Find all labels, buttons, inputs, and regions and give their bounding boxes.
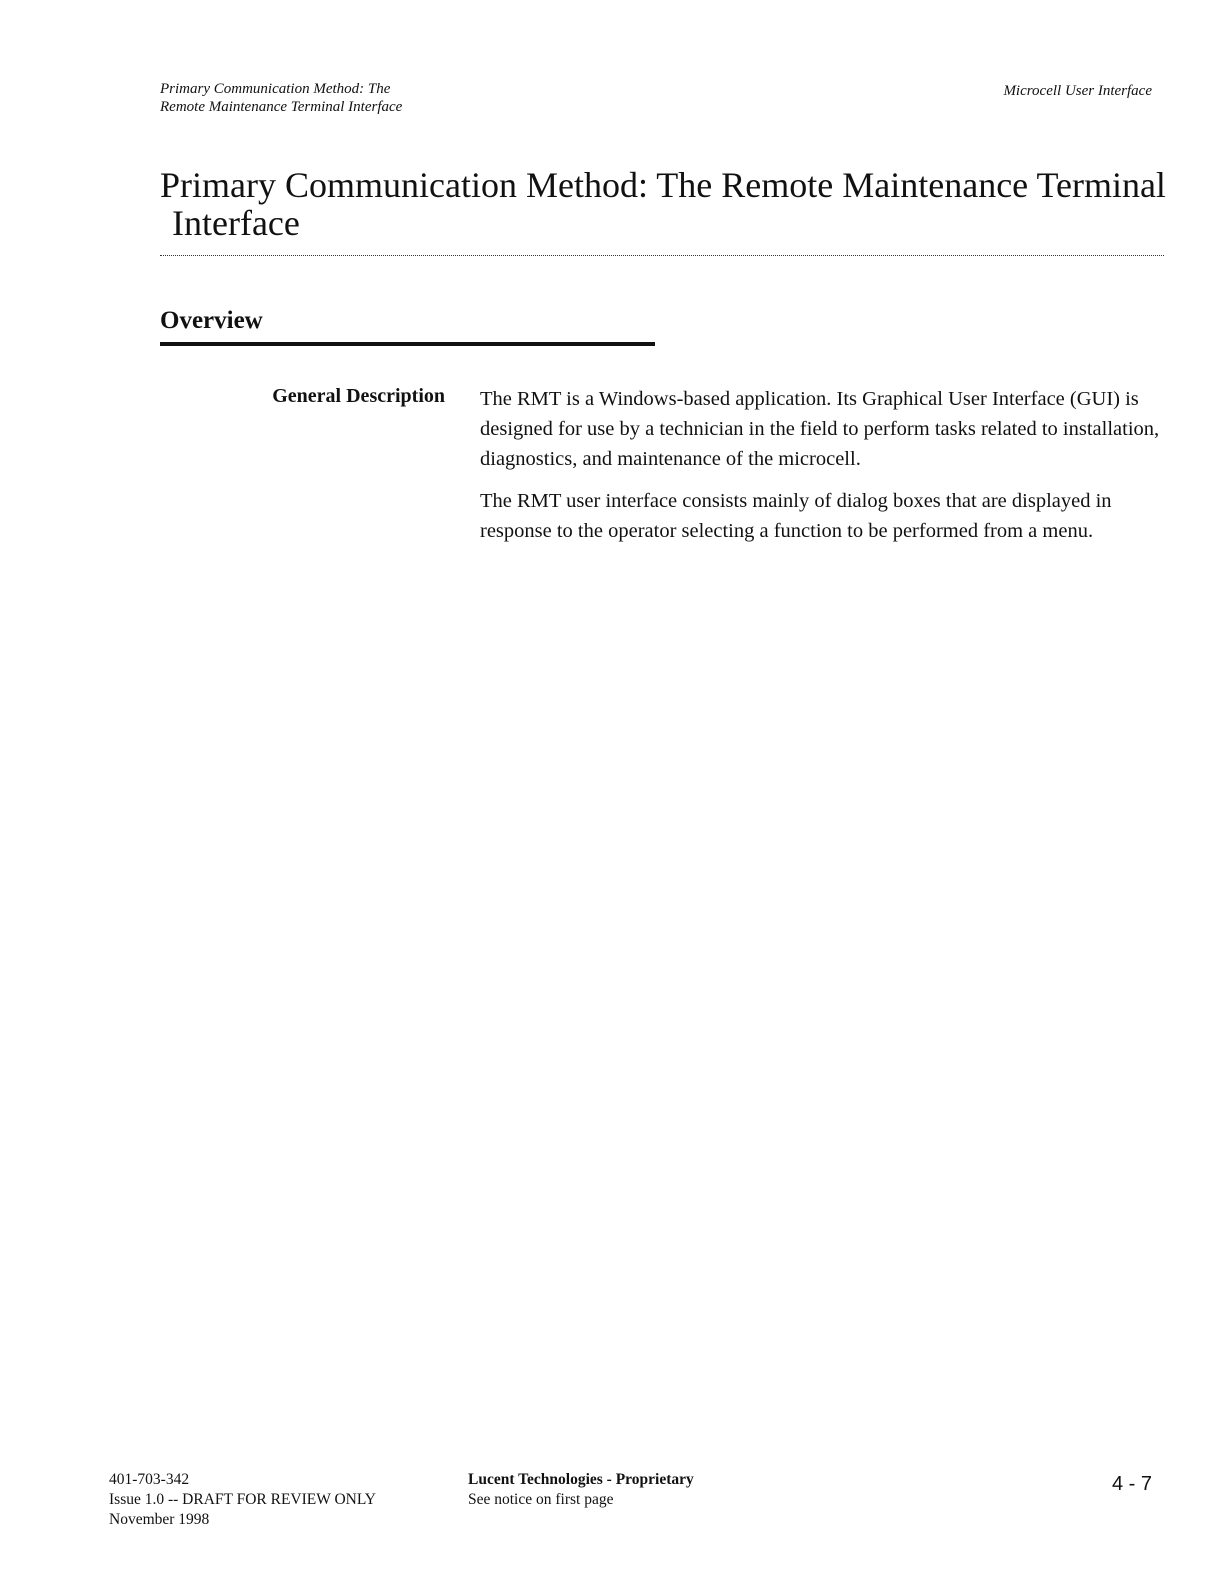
running-header-left-line2: Remote Maintenance Terminal Interface — [160, 99, 403, 115]
chapter-title — [160, 166, 1170, 242]
footer-doc-number: 401-703-342 — [109, 1471, 190, 1488]
footer-notice: See notice on first page — [468, 1491, 614, 1508]
body-paragraph: The RMT user interface consists mainly of dialog boxes that are displayed in response to the operator selecting a function to be performed from a menu. — [480, 490, 1112, 542]
footer-proprietary: Lucent Technologies - Proprietary — [468, 1471, 694, 1488]
running-header-left-line1: Primary Communication Method: The — [160, 81, 391, 97]
footer-document-info — [109, 1470, 376, 1530]
chapter-title-line1: Primary Communication Method: The Remote Maintenance Terminal — [160, 165, 1166, 205]
section-heading-rule — [160, 342, 655, 346]
title-dotted-divider — [160, 255, 1164, 256]
body-paragraph: The RMT is a Windows-based application. Its Graphical User Interface (GUI) is designed for use by a technician in the field to perform tasks related to installation, diagnostics, and maintenance of the microcell. — [480, 388, 1160, 470]
footer-date: November 1998 — [109, 1511, 210, 1528]
section-heading: Overview — [160, 307, 263, 334]
side-label-general-description: General Description — [272, 385, 445, 407]
chapter-title-line2: Interface — [172, 203, 300, 243]
footer-issue: Issue 1.0 -- DRAFT FOR REVIEW ONLY — [109, 1491, 376, 1508]
running-header-right: Microcell User Interface — [1003, 83, 1152, 99]
body-text — [480, 384, 1170, 558]
running-header-left — [160, 80, 402, 116]
footer-proprietary-notice — [468, 1470, 694, 1510]
page-number: 4 - 7 — [1111, 1473, 1152, 1495]
